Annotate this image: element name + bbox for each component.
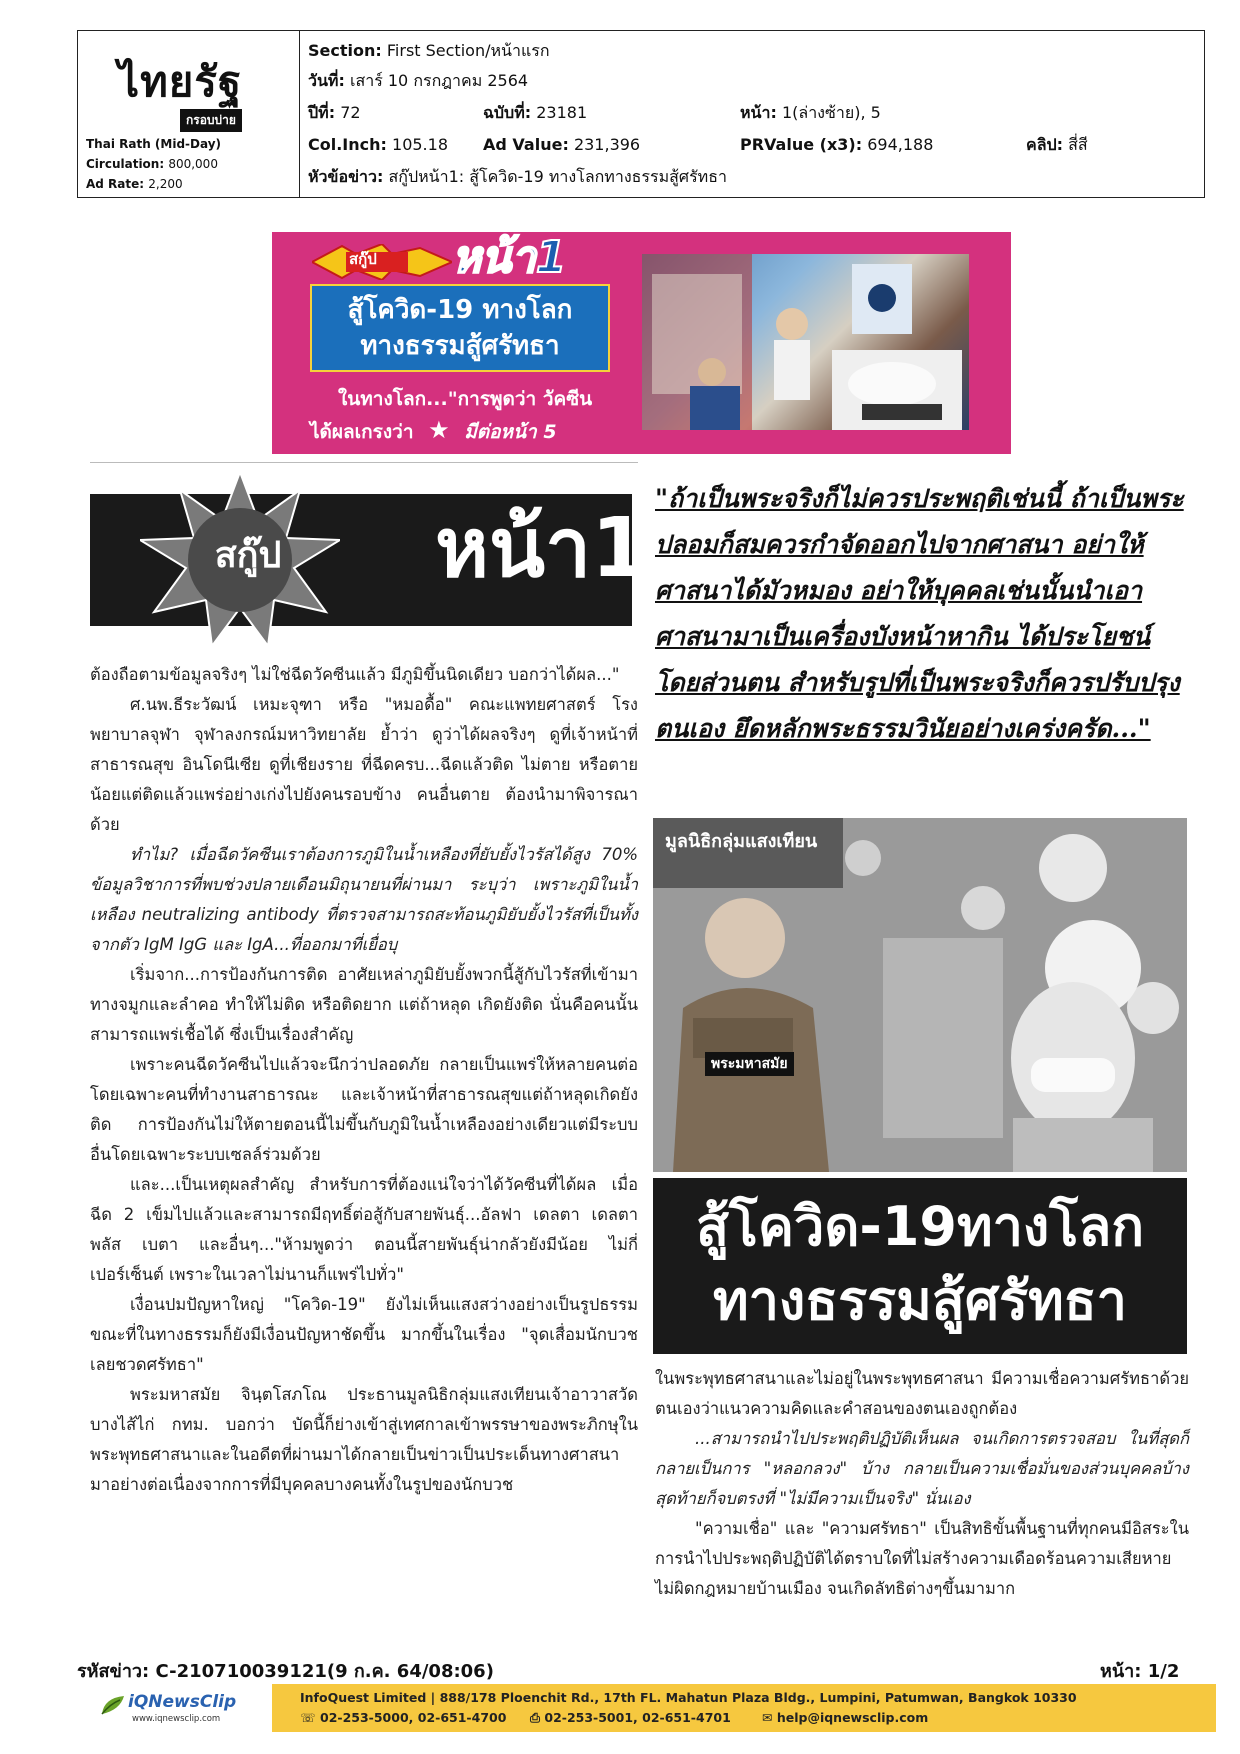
paragraph: ต้องถือตามข้อมูลจริงๆ ไม่ใช่ฉีดวัคซีนแล้ว มีภูมิขึ้นนิดเดียว บอกว่าได้ผล..." xyxy=(90,665,620,684)
paragraph: ทำไม? เมื่อฉีดวัคซีนเราต้องการภูมิในน้ำเหลืองที่ยับยั้งไวรัสได้สูง 70% ข้อมูลวิชาการที่พบช่วงปลายเดือนมิถุนายนที่ผ่านมา ระบุว่า เพราะภูมิในน้ำเหลือง neutralizing antibody ที่ตรวจสามารถสะท้อนภูมิยับยั้งไวรัสที่เป็นทั้งจากตัว IgM IgG และ IgA...ที่ออกมาที่เยื่อบุ xyxy=(90,845,638,954)
section-field: Section: First Section/หน้าแรก xyxy=(308,41,550,60)
photo-sign-text: มูลนิธิกลุ่มแสงเทียน xyxy=(665,831,818,852)
publication-box xyxy=(78,31,300,197)
fax-contact: ⎙ 02-253-5001, 02-651-4701 xyxy=(530,1710,731,1725)
paragraph: ...สามารถนำไปประพฤติปฏิบัติเห็นผล จนเกิดการตรวจสอบ ในที่สุดก็กลายเป็นการ "หลอกลวง" บ้าง กลายเป็นความเชื่อมั่นของส่วนบุคคลบ้าง สุดท้ายก็จบตรงที่ "ไม่มีความเป็นจริง" นั่นเอง xyxy=(655,1429,1189,1508)
newspaper-edition-badge: กรอบบ่าย xyxy=(180,109,242,132)
phone-icon: ☏ xyxy=(300,1710,316,1725)
ad-value-field: Ad Value: 231,396 xyxy=(483,135,641,154)
envelope-icon: ✉ xyxy=(762,1710,773,1725)
banner-scoop-label: สกู๊ป xyxy=(349,250,377,268)
paper-name: Thai Rath (Mid-Day) xyxy=(86,137,222,151)
leaf-logo-icon xyxy=(100,1694,126,1716)
paragraph: และ...เป็นเหตุผลสำคัญ สำหรับการที่ต้องแน่ใจว่าได้วัคซีนที่ได้ผล เมื่อฉีด 2 เข็มไปแล้วและสามารถมีฤทธิ์ต่อสู้กับสายพันธุ์...อัลฟา เดลตา เดลตาพลัส เบตา และอื่นๆ..."ห้ามพูดว่า ตอนนี้สายพันธุ์น่ากลัวยังมีน้อย ไม่กี่เปอร์เซ็นต์ เพราะในเวลาไม่นานก็แพร่ไปทั่ว" xyxy=(90,1175,638,1284)
star-icon: ★ xyxy=(428,416,450,444)
banner-page1-label: หน้า1 xyxy=(452,232,567,283)
article-left-column xyxy=(90,660,638,1500)
clip-type-field: คลิป: สี่สี xyxy=(1026,135,1088,154)
scoop-label: สกู๊ป xyxy=(214,535,282,576)
banner-title-line2: ทางธรรมสู้ศรัทธา xyxy=(360,331,560,361)
page-field: หน้า: 1(ล่างซ้าย), 5 xyxy=(740,103,881,122)
monk-and-covid-photo xyxy=(653,818,1187,1172)
banner-title-line1: สู้โควิด-19 ทางโลก xyxy=(347,295,573,325)
iqnewsclip-logo xyxy=(100,1690,260,1730)
headline-field: หัวข้อข่าว: สกู๊ปหน้า1: สู้โควิด-19 ทางโลกทางธรรมสู้ศรัทธา xyxy=(308,167,727,186)
vaccination-scene-illustration xyxy=(642,254,969,430)
banner-title-box xyxy=(310,284,610,372)
company-address: InfoQuest Limited | 888/178 Ploenchit Rd., 17th FL. Mahatun Plaza Bldg., Lumpini, Patumwan, Bangkok 10330 xyxy=(300,1690,1077,1705)
page-indicator: หน้า: 1/2 xyxy=(1100,1661,1180,1682)
year-field: ปีที่: 72 xyxy=(308,103,361,122)
paragraph: ศ.นพ.ธีระวัฒน์ เหมะจุฑา หรือ "หมอดื้อ" คณะแพทยศาสตร์ โรงพยาบาลจุฬา จุฬาลงกรณ์มหาวิทยาลัย ย้ำว่า ดูว่าได้ผลจริงๆ ดูที่เจ้าหน้าที่สาธารณสุข อินโดนีเซีย ดูที่เชียงราย ที่ฉีดครบ...ฉีดแล้วติด ไม่ตาย หรือตายน้อยแต่ติดแล้วแพร่อย่างเก่งไปยังคนรอบข้าง คนอื่นตาย ต้องนำมาพิจารณาด้วย xyxy=(90,695,638,834)
newspaper-logo: ไทยรัฐ xyxy=(118,57,243,106)
news-code: รหัสข่าว: C-210710039121(9 ก.ค. 64/08:06) xyxy=(77,1661,494,1682)
paragraph: "ความเชื่อ" และ "ความศรัทธา" เป็นสิทธิขั้นพื้นฐานที่ทุกคนมีอิสระในการนำไปประพฤติปฏิบัติได้ตราบใดที่ไม่สร้างความเดือดร้อนความเสียหาย ไม่ผิดกฎหมายบ้านเมือง จนเกิดลัทธิต่างๆขึ้นมามาก xyxy=(655,1519,1189,1598)
paragraph: พระมหาสมัย จินฺตโสภโณ ประธานมูลนิธิกลุ่มแสงเทียนเจ้าอาวาสวัดบางไส้ไก่ กทม. บอกว่า บัดนี้ก็ย่างเข้าสู่เทศกาลเข้าพรรษาของพระภิกษุในพระพุทธศาสนาและในอดีตที่ผ่านมาได้กลายเป็นข่าวเป็นประเด็นทางศาสนามาอย่างต่อเนื่องจากการที่มีบุคคลบางคนทั้งในรูปของนักบวช xyxy=(90,1385,638,1494)
scoop-column-header xyxy=(90,494,649,626)
front-page-teaser-banner xyxy=(272,232,1011,454)
paragraph: เพราะคนฉีดวัคซีนไปแล้วจะนึกว่าปลอดภัย กลายเป็นแพร่ให้หลายคนต่อ โดยเฉพาะคนที่ทำงานสาธารณะ และเจ้าหน้าที่สาธารณสุขแต่ถ้าหลุดเกิดยังติด การป้องกันไม่ให้ตายตอนนี้ไม่ขึ้นกับภูมิในน้ำเหลืองอย่างเดียวแต่มีระบบอื่นโดยเฉพาะระบบเซลล์ร่วมด้วย xyxy=(90,1055,638,1164)
scoop-flash-graphic xyxy=(312,244,452,280)
photo-illustration xyxy=(653,818,1187,1172)
date-field: วันที่: เสาร์ 10 กรกฎาคม 2564 xyxy=(308,71,529,90)
phone-contact: ☏ 02-253-5000, 02-651-4700 xyxy=(300,1710,507,1725)
brand-url: www.iqnewsclip.com xyxy=(132,1714,221,1724)
paragraph: เงื่อนปมปัญหาใหญ่ "โควิด-19" ยังไม่เห็นแสงสว่างอย่างเป็นรูปธรรม ขณะที่ในทางธรรมก็ยังมีเงื่อนปัญหาชัดขึ้น มากขึ้นในเรื่อง "จุดเสื่อมนักบวช เลยชวดศรัทธา" xyxy=(90,1295,638,1374)
article-right-column xyxy=(655,1364,1189,1604)
pr-value-field: PRValue (x3): 694,188 xyxy=(740,135,934,154)
article-headline xyxy=(653,1178,1187,1354)
pull-quote: "ถ้าเป็นพระจริงก็ไม่ควรประพฤติเช่นนี้ ถ้าเป็นพระปลอมก็สมควรกำจัดออกไปจากศาสนา อย่าให้ศาสนาได้มัวหมอง อย่าให้บุคคลเช่นนั้นนำเอาศาสนามาเป็นเครื่องบังหน้าหากิน ได้ประโยชน์โดยส่วนตน สำหรับรูปที่เป็นพระจริงก็ควรปรับปรุงตนเอง ยึดหลักพระธรรมวินัยอย่างเคร่งครัด..." xyxy=(655,484,1184,743)
banner-teaser-line2: ได้ผลเกรงว่า ★ มีต่อหน้า 5 xyxy=(310,416,557,444)
headline-line2: ทางธรรมสู้ศรัทธา xyxy=(713,1269,1127,1332)
footer-contact-bar xyxy=(272,1684,1216,1732)
banner-photo xyxy=(642,254,969,430)
photo-caption: พระมหาสมัย xyxy=(705,1052,794,1076)
brand-name: iQNewsClip xyxy=(128,1692,237,1712)
clip-header xyxy=(77,30,1205,198)
ad-rate: Ad Rate: 2,200 xyxy=(86,177,183,191)
fax-icon: ⎙ xyxy=(530,1710,541,1725)
paragraph: ในพระพุทธศาสนาและไม่อยู่ในพระพุทธศาสนา มีความเชื่อความศรัทธาด้วยตนเองว่าแนวความคิดและคำสอนของตนเองถูกต้อง xyxy=(655,1369,1189,1418)
divider xyxy=(90,462,638,463)
colinch-field: Col.Inch: 105.18 xyxy=(308,135,448,154)
banner-teaser-line1: ในทางโลก..."การพูดว่า วัคซีน xyxy=(338,388,593,410)
circulation: Circulation: 800,000 xyxy=(86,157,218,171)
paragraph: เริ่มจาก...การป้องกันการติด อาศัยเหล่าภูมิยับยั้งพวกนี้สู้กับไวรัสที่เข้ามาทางจมูกและลำคอ ทำให้ไม่ติด หรือติดยาก แต่ถ้าหลุด เกิดยังติด นั่นคือคนนั้นสามารถแพร่เชื้อได้ ซึ่งเป็นเรื่องสำคัญ xyxy=(90,965,638,1044)
headline-line1: สู้โควิด-19ทางโลก xyxy=(695,1195,1145,1258)
issue-field: ฉบับที่: 23181 xyxy=(483,103,588,122)
email-contact[interactable]: ✉ help@iqnewsclip.com xyxy=(762,1710,929,1725)
page1-label: หน้า1 xyxy=(435,501,649,596)
